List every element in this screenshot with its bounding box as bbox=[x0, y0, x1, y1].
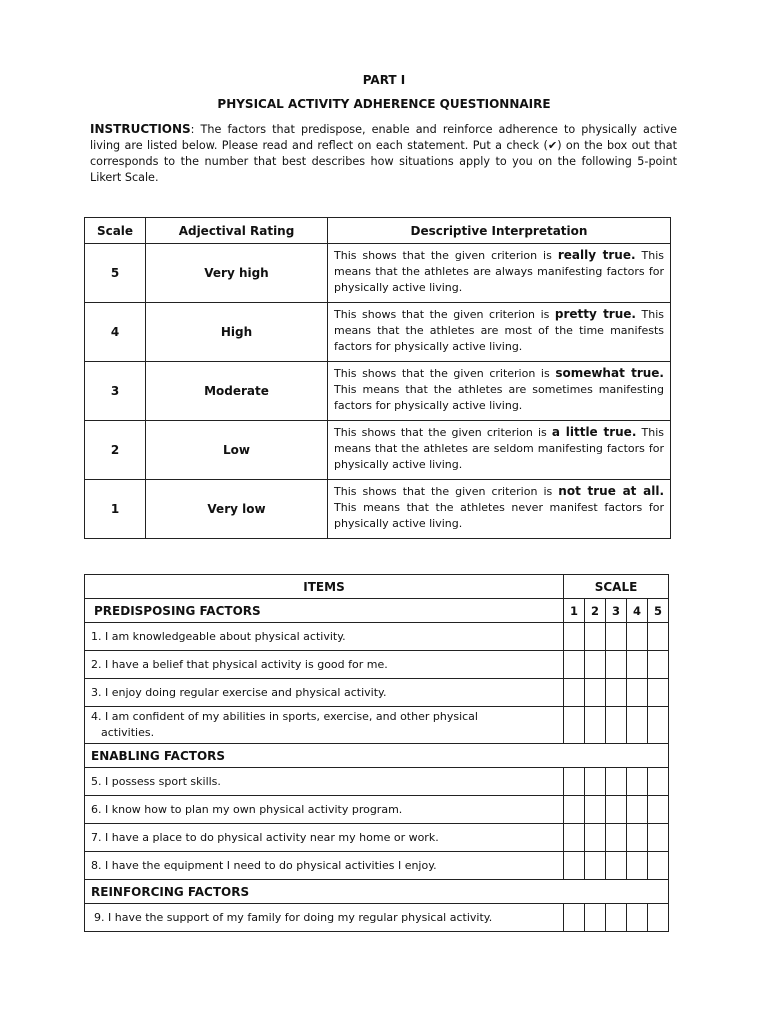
item-statement: 7. I have a place to do physical activity near my home or work. bbox=[85, 824, 564, 852]
scale-checkbox-1[interactable] bbox=[564, 796, 585, 824]
scale-checkbox-1[interactable] bbox=[564, 679, 585, 707]
descriptive-interpretation: This shows that the given criterion is really true. This means that the athletes are always manifesting factors for physically active living. bbox=[328, 244, 671, 303]
descriptive-interpretation: This shows that the given criterion is pretty true. This means that the athletes are most of the time manifests factors for physically active living. bbox=[328, 303, 671, 362]
scale-checkbox-5[interactable] bbox=[648, 904, 669, 932]
scale-checkbox-2[interactable] bbox=[585, 852, 606, 880]
item-statement: 9. I have the support of my family for doing my regular physical activity. bbox=[85, 904, 564, 932]
item-statement: 3. I enjoy doing regular exercise and physical activity. bbox=[85, 679, 564, 707]
scale-value: 2 bbox=[85, 421, 146, 480]
item-row bbox=[85, 768, 669, 796]
scale-row bbox=[85, 421, 671, 480]
scale-checkbox-2[interactable] bbox=[585, 679, 606, 707]
scale-checkbox-3[interactable] bbox=[606, 824, 627, 852]
scale-checkbox-1[interactable] bbox=[564, 651, 585, 679]
scale-checkbox-5[interactable] bbox=[648, 651, 669, 679]
scale-checkbox-5[interactable] bbox=[648, 768, 669, 796]
scale-checkbox-1[interactable] bbox=[564, 824, 585, 852]
questionnaire-title: PHYSICAL ACTIVITY ADHERENCE QUESTIONNAIRE bbox=[217, 97, 551, 111]
adjectival-rating: Low bbox=[146, 421, 328, 480]
scale-row bbox=[85, 303, 671, 362]
scale-checkbox-5[interactable] bbox=[648, 707, 669, 744]
scale-checkbox-3[interactable] bbox=[606, 904, 627, 932]
scale-checkbox-4[interactable] bbox=[627, 768, 648, 796]
scale-checkbox-2[interactable] bbox=[585, 707, 606, 744]
scale-checkbox-4[interactable] bbox=[627, 824, 648, 852]
interpretation-emphasis: somewhat true. bbox=[555, 366, 664, 380]
scale-checkbox-4[interactable] bbox=[627, 852, 648, 880]
item-row bbox=[85, 852, 669, 880]
descriptive-interpretation: This shows that the given criterion is not true at all. This means that the athletes never manifest factors for physically active living. bbox=[328, 480, 671, 539]
scale-checkbox-2[interactable] bbox=[585, 623, 606, 651]
scale-checkbox-4[interactable] bbox=[627, 796, 648, 824]
adjectival-rating: Moderate bbox=[146, 362, 328, 421]
scale-number: 1 bbox=[564, 599, 585, 623]
scale-checkbox-4[interactable] bbox=[627, 679, 648, 707]
item-row bbox=[85, 623, 669, 651]
scale-value: 4 bbox=[85, 303, 146, 362]
adjectival-rating-column-header: Adjectival Rating bbox=[146, 218, 328, 244]
scale-checkbox-4[interactable] bbox=[627, 904, 648, 932]
scale-checkbox-4[interactable] bbox=[627, 651, 648, 679]
scale-checkbox-1[interactable] bbox=[564, 852, 585, 880]
scale-checkbox-1[interactable] bbox=[564, 623, 585, 651]
item-row bbox=[85, 796, 669, 824]
scale-checkbox-2[interactable] bbox=[585, 768, 606, 796]
page-title: PART I bbox=[362, 73, 406, 87]
section-label-enabling: ENABLING FACTORS bbox=[85, 744, 669, 768]
scale-checkbox-2[interactable] bbox=[585, 651, 606, 679]
scale-value: 3 bbox=[85, 362, 146, 421]
item-statement: 5. I possess sport skills. bbox=[85, 768, 564, 796]
scale-checkbox-5[interactable] bbox=[648, 679, 669, 707]
scale-checkbox-5[interactable] bbox=[648, 852, 669, 880]
section-label-reinforcing: REINFORCING FACTORS bbox=[85, 880, 669, 904]
item-statement: 8. I have the equipment I need to do physical activities I enjoy. bbox=[85, 852, 564, 880]
scale-checkbox-3[interactable] bbox=[606, 707, 627, 744]
item-statement: 1. I am knowledgeable about physical activity. bbox=[85, 623, 564, 651]
instructions-text: : The factors that predispose, enable and reinforce adherence to physically active living are listed below. Please read and reflect on each statement. Put a check (✔) on the box out that corresponds to the number that best describes how situations apply to you on the following 5-point Likert Scale. bbox=[90, 123, 677, 184]
interpretation-emphasis: pretty true. bbox=[554, 307, 636, 321]
items-table-header bbox=[85, 575, 669, 599]
scale-value: 5 bbox=[85, 244, 146, 303]
section-row-predisposing bbox=[85, 599, 669, 623]
item-statement: 2. I have a belief that physical activity is good for me. bbox=[85, 651, 564, 679]
interpretation-emphasis: a little true. bbox=[551, 425, 637, 439]
section-label-predisposing: PREDISPOSING FACTORS bbox=[85, 599, 564, 623]
scale-checkbox-1[interactable] bbox=[564, 904, 585, 932]
scale-row bbox=[85, 244, 671, 303]
scale-number: 3 bbox=[606, 599, 627, 623]
section-row-enabling bbox=[85, 744, 669, 768]
descriptive-interpretation-column-header: Descriptive Interpretation bbox=[328, 218, 671, 244]
item-row bbox=[85, 679, 669, 707]
scale-checkbox-4[interactable] bbox=[627, 623, 648, 651]
adjectival-rating: Very low bbox=[146, 480, 328, 539]
item-row bbox=[85, 824, 669, 852]
scale-column-header: SCALE bbox=[564, 575, 669, 599]
scale-checkbox-5[interactable] bbox=[648, 824, 669, 852]
interpretation-emphasis: not true at all. bbox=[558, 484, 664, 498]
items-column-header: ITEMS bbox=[85, 575, 564, 599]
item-statement: 4. I am confident of my abilities in sports, exercise, and other physical activities. bbox=[85, 707, 564, 744]
scale-column-header: Scale bbox=[85, 218, 146, 244]
adjectival-rating: Very high bbox=[146, 244, 328, 303]
adjectival-rating: High bbox=[146, 303, 328, 362]
scale-number: 2 bbox=[585, 599, 606, 623]
likert-scale-table bbox=[84, 217, 671, 539]
instructions-paragraph bbox=[90, 121, 677, 186]
scale-checkbox-3[interactable] bbox=[606, 852, 627, 880]
scale-table-header bbox=[85, 218, 671, 244]
scale-checkbox-2[interactable] bbox=[585, 796, 606, 824]
scale-checkbox-2[interactable] bbox=[585, 824, 606, 852]
instructions-label: INSTRUCTIONS bbox=[90, 122, 191, 136]
scale-row bbox=[85, 480, 671, 539]
section-row-reinforcing bbox=[85, 880, 669, 904]
scale-checkbox-5[interactable] bbox=[648, 623, 669, 651]
item-row bbox=[85, 904, 669, 932]
item-row bbox=[85, 707, 669, 744]
descriptive-interpretation: This shows that the given criterion is a little true. This means that the athletes are seldom manifesting factors for physically active living. bbox=[328, 421, 671, 480]
scale-checkbox-4[interactable] bbox=[627, 707, 648, 744]
scale-checkbox-3[interactable] bbox=[606, 679, 627, 707]
item-statement: 6. I know how to plan my own physical activity program. bbox=[85, 796, 564, 824]
scale-checkbox-3[interactable] bbox=[606, 623, 627, 651]
scale-value: 1 bbox=[85, 480, 146, 539]
scale-number: 5 bbox=[648, 599, 669, 623]
descriptive-interpretation: This shows that the given criterion is somewhat true. This means that the athletes are sometimes manifesting factors for physically active living. bbox=[328, 362, 671, 421]
interpretation-emphasis: really true. bbox=[557, 248, 636, 262]
scale-number: 4 bbox=[627, 599, 648, 623]
scale-checkbox-3[interactable] bbox=[606, 651, 627, 679]
scale-row bbox=[85, 362, 671, 421]
scale-checkbox-3[interactable] bbox=[606, 796, 627, 824]
scale-checkbox-3[interactable] bbox=[606, 768, 627, 796]
item-row bbox=[85, 651, 669, 679]
scale-checkbox-2[interactable] bbox=[585, 904, 606, 932]
scale-checkbox-1[interactable] bbox=[564, 707, 585, 744]
questionnaire-items-table bbox=[84, 574, 669, 932]
scale-checkbox-1[interactable] bbox=[564, 768, 585, 796]
scale-checkbox-5[interactable] bbox=[648, 796, 669, 824]
